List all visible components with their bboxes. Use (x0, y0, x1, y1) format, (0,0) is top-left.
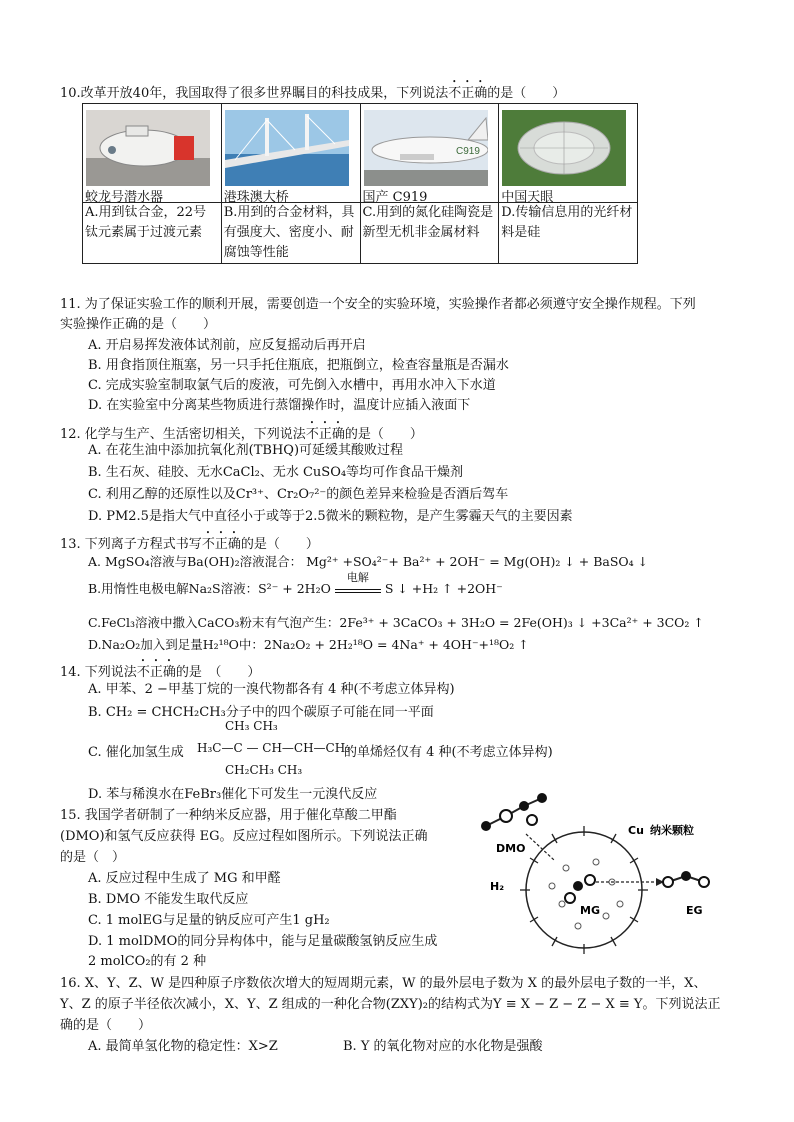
q11-stem-2: 实验操作正确的是（ ） (60, 317, 217, 332)
q11-stem-1: 11. 为了保证实验工作的顺利开展，需要创造一个安全的实验环境，实验操作者都必须遵守安全操作规程。下列 (60, 297, 696, 312)
q10-option-a: A.用到钛合金，22号钛元素属于过渡元素 (83, 203, 222, 264)
q10-stem-part: 10.改革开放40年，我国取得了很多世界瞩目的科技成果，下列说法 (60, 86, 449, 101)
q14-option-a: A. 甲苯、2 −甲基丁烷的一溴代物都各有 4 种(不考虑立体异构) (88, 682, 455, 697)
q15-option-c: C. 1 molEG与足量的钠反应可产生1 gH₂ (88, 913, 330, 928)
plane-mark-label: C919 (455, 146, 480, 157)
q14-stem-emphasis: 不正确 (136, 665, 176, 680)
q11-option-d: D. 在实验室中分离某些物质进行蒸馏操作时，温度计应插入液面下 (88, 398, 471, 413)
bridge-image (225, 110, 349, 186)
nanoreactor-diagram (466, 786, 728, 954)
q10-stem-end: 的是（ ） (487, 86, 566, 101)
q11-option-b: B. 用食指顶住瓶塞，另一只手托住瓶底，把瓶倒立，检查容量瓶是否漏水 (88, 358, 509, 373)
q13-option-b-right: S ↓ +H₂ ↑ +2OH⁻ (384, 581, 503, 596)
q14-option-c-post: 的单烯烃仅有 4 种(不考虑立体异构) (344, 745, 553, 760)
q12-option-d: D. PM2.5是指大气中直径小于或等于2.5微米的颗粒物，是产生雾霾天气的主要因素 (88, 509, 573, 524)
q10-option-d: D.传输信息用的光纤材料是硅 (499, 203, 638, 264)
q13-option-b-left: B.用惰性电极电解Na₂S溶液：S²⁻ + 2H₂O (88, 581, 331, 596)
q16-option-a: A. 最简单氢化物的稳定性：X>Z (88, 1039, 278, 1054)
branched-alkane-structure (197, 718, 351, 778)
airplane-image (364, 110, 488, 186)
q16-stem-1: 16. X、Y、Z、W 是四种原子序数依次增大的短周期元素，W 的最外层电子数为 X 的最外层电子数的一半，X、 (60, 976, 707, 991)
q10-caption-d: 中国天眼 (501, 190, 554, 205)
q10-caption-a: 蛟龙号潜水器 (85, 190, 164, 205)
mg-label: MG (580, 904, 600, 917)
q12-stem (60, 419, 423, 444)
structure-main-chain: H₃C—C — CH—CH—CH₃ (197, 741, 351, 755)
submarine-image (86, 110, 210, 186)
q10-cell-a (83, 104, 222, 203)
q15-stem-3: 的是（ ） (60, 850, 126, 865)
shell-spikes (520, 826, 648, 954)
q10-cell-b (221, 104, 360, 203)
q13-stem-part: 13. 下列离子方程式书写 (60, 537, 202, 552)
dmo-label: DMO (496, 842, 526, 855)
nanoreactor-shell (526, 832, 642, 948)
q12-stem-part: 12. 化学与生产、生活密切相关，下列说法 (60, 427, 306, 442)
q14-stem (60, 657, 260, 682)
q12-stem-emphasis: 不正确 (305, 427, 345, 442)
q13-option-a: A. MgSO₄溶液与Ba(OH)₂溶液混合： Mg²⁺ +SO₄²⁻+ Ba²⁺ + 2OH⁻ = Mg(OH)₂ ↓ + BaSO₄ ↓ (88, 554, 649, 569)
q14-option-d: D. 苯与稀溴水在FeBr₃催化下可发生一元溴代反应 (88, 787, 378, 802)
q11-option-a: A. 开启易挥发液体试剂前，应反复摇动后再开启 (88, 338, 366, 353)
q15-option-a: A. 反应过程中生成了 MG 和甲醛 (88, 871, 281, 886)
q13-stem (60, 529, 319, 554)
q16-option-b: B. Y 的氧化物对应的水化物是强酸 (343, 1039, 543, 1054)
q10-caption-c: 国产 C919 (362, 190, 428, 205)
q10-option-c: C.用到的氮化硅陶瓷是新型无机非金属材料 (360, 203, 499, 264)
q15-option-d-2: 2 molCO₂的有 2 种 (88, 954, 207, 969)
nanoparticle-label: 纳米颗粒 (650, 824, 694, 837)
q10-stem (60, 78, 565, 103)
structure-bottom-row: CH₂CH₃ CH₃ (225, 763, 303, 777)
q14-stem-end: 的是 （ ） (175, 665, 261, 680)
dmo-molecule (481, 793, 547, 831)
q13-option-c: C.FeCl₃溶液中撒入CaCO₃粉末有气泡产生：2Fe³⁺ + 3CaCO₃ + 3H₂O = 2Fe(OH)₃ ↓ +3Ca²⁺ + 3CO₂ ↑ (88, 615, 704, 630)
q16-stem-2: Y、Z 的原子半径依次减小，X、Y、Z 组成的一种化合物(ZXY)₂的结构式为Y ≡ X − Z − Z − X ≡ Y。下列说法正 (60, 997, 721, 1012)
q16-stem-3: 确的是（ ） (60, 1018, 152, 1033)
q15-option-b: B. DMO 不能发生取代反应 (88, 892, 249, 907)
telescope-image (502, 110, 626, 186)
q13-stem-emphasis: 不正确 (201, 537, 241, 552)
q15-stem-1: 15. 我国学者研制了一种纳米反应器，用于催化草酸二甲酯 (60, 808, 397, 823)
q12-option-a: A. 在花生油中添加抗氧化剂(TBHQ)可延缓其酸败过程 (88, 443, 404, 458)
q15-stem-2: (DMO)和氢气反应获得 EG。反应过程如图所示。下列说法正确 (60, 829, 428, 844)
nanoparticles (549, 859, 623, 929)
electrolysis-arrow (335, 571, 381, 593)
q10-caption-b: 港珠澳大桥 (223, 190, 289, 205)
q14-stem-part: 14. 下列说法 (60, 665, 137, 680)
q13-option-b (88, 571, 503, 598)
q12-stem-end: 的是（ ） (344, 427, 423, 442)
dmo-arrow (526, 834, 554, 860)
q12-option-c: C. 利用乙醇的还原性以及Cr³⁺、Cr₂O₇²⁻的颜色差异来检验是否酒后驾车 (88, 487, 509, 502)
eg-label: EG (686, 904, 703, 917)
q10-cell-d (499, 104, 638, 203)
q15-option-d-1: D. 1 molDMO的同分异构体中，能与足量碳酸氢钠反应生成 (88, 934, 438, 949)
electrolysis-condition: 电解 (346, 571, 369, 584)
structure-top-row: CH₃ CH₃ (225, 719, 278, 733)
eg-molecule (663, 871, 709, 887)
h2-label: H₂ (490, 880, 505, 893)
q12-option-b: B. 生石灰、硅胶、无水CaCl₂、无水 CuSO₄等均可作食品干燥剂 (88, 465, 464, 480)
q10-cell-c (360, 104, 499, 203)
q14-option-c-pre: C. 催化加氢生成 (88, 745, 184, 760)
q10-option-b: B.用到的合金材料，具有强度大、密度小、耐腐蚀等性能 (221, 203, 360, 264)
q14-option-b: B. CH₂ = CHCH₂CH₃分子中的四个碳原子可能在同一平面 (88, 705, 434, 720)
q13-option-d: D.Na₂O₂加入到足量H₂¹⁸O中：2Na₂O₂ + 2H₂¹⁸O = 4Na⁺ + 4OH⁻+¹⁸O₂ ↑ (88, 637, 529, 652)
q10-stem-emphasis: 不正确 (448, 86, 488, 101)
q11-option-c: C. 完成实验室制取氯气后的废液，可先倒入水槽中，再用水冲入下水道 (88, 378, 496, 393)
q13-stem-end: 的是（ ） (240, 537, 319, 552)
equals-bar (335, 589, 381, 593)
q10-table (82, 103, 638, 264)
mg-molecule (565, 875, 595, 903)
cu-label: Cu (628, 824, 644, 837)
